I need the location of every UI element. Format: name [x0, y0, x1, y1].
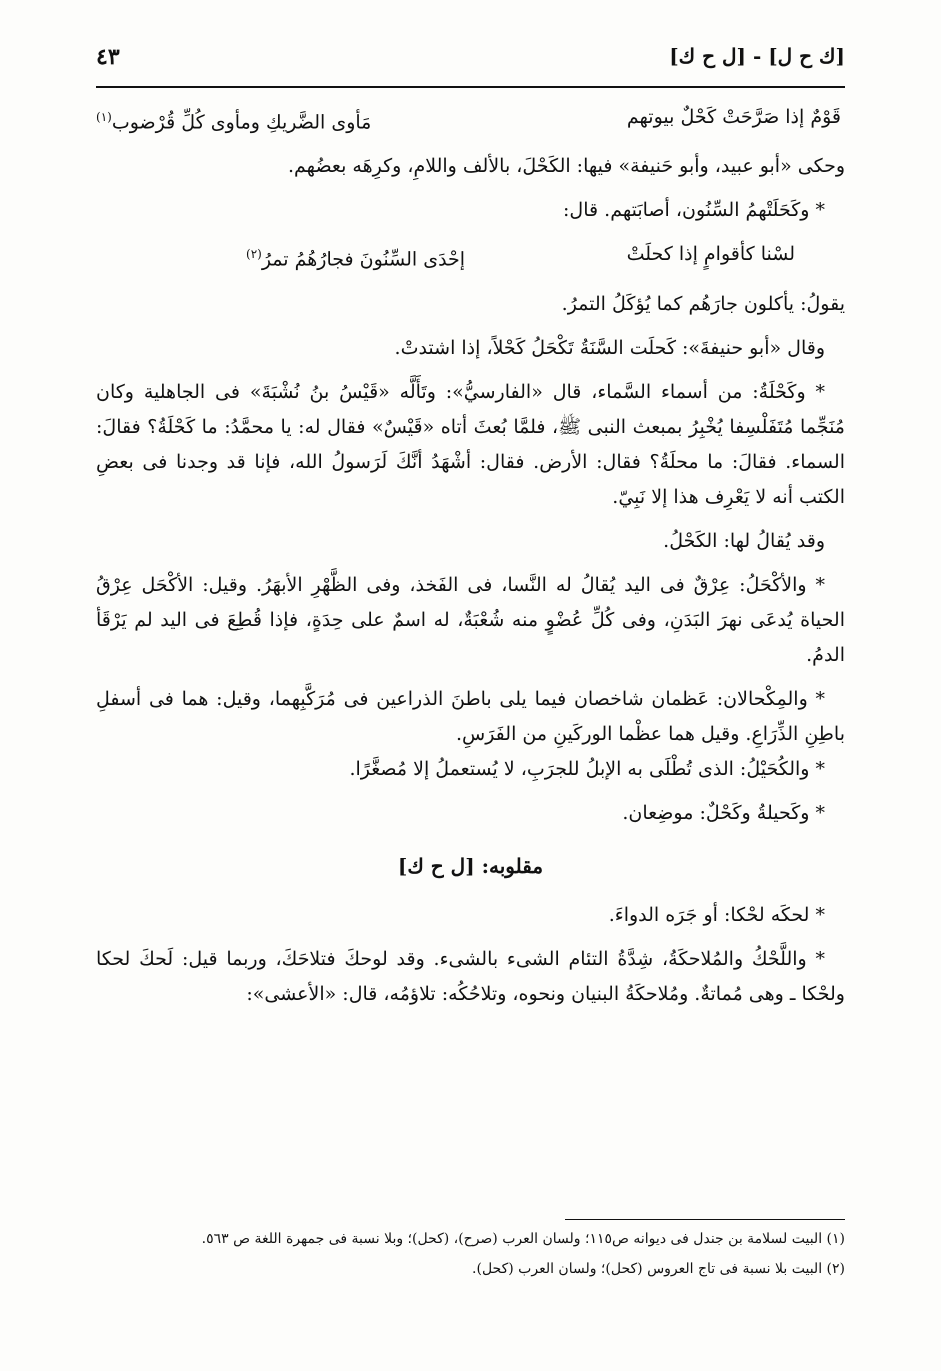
paragraph-3: يقولُ: يأكلون جارَهُم كما يُؤكَلُ التمرُ. [561, 292, 845, 315]
paragraph-5: * وكَحْلَةُ: من أسماء السَّماء، قال «الفارسيُّ»: وتَأَلَّه «قَيْسُ بنُ نُشْبَةَ» فى الجاهلية وكان مُنَجِّما مُتَفَلْسِفا يُخْبِرُ بمبعث النبى ﷺ، فلمَّا بُعثَ أتاه «قَيْسٌ» فقال له: يا محمَّدُ: ما كَحْلَةُ؟ فقالَ: السماء. فقالَ: ما محلَةُ؟ فقال: الأرض. فقال: أشْهَدُ أنَّكَ لَرَسولُ الله، فإنا قد وجدنا فى بعضِ الكتب أنه لا يَعْرِف هذا إلا نَبِيّ. [96, 380, 845, 508]
header-title: [ك ح ل] - [ل ح ك] [669, 44, 845, 68]
page-header [96, 44, 845, 74]
paragraph-1: وحكى «أبو عبيد، وأبو حَنيفة» فيها: الكَحْلَ، بالألف واللامِ، وكرِهَه بعضُهم. [288, 155, 845, 178]
page-number: ٤٣ [96, 44, 120, 70]
footnote-ref-1: (١) [96, 110, 112, 124]
paragraph-7: * والأكْحَلُ: عِرْقٌ فى اليد يُقالُ له النَّسا، فى الفَخذ، وفى الظَّهْرِ الأبهَرُ. وقيل: الأكْحَل عِرْقُ الحياة يُدعَى نهرَ البَدَنِ، وفى كُلِّ عُضْوٍ منه شُعْبَةٌ، له اسمٌ على حِدَةٍ، فإذا قُطِعَ فى اليد لم يَرْقَأ الدمُ. [96, 573, 845, 666]
paragraph-12: * واللَّحْكُ والمُلاحكَةُ، شِدَّةُ التئام الشىء بالشىء. وقد لوحكَ فتلاحَكَ، وربما قيل: لَحكَ لحكا ولحْكا ـ وهى مُماتةٌ. ومُلاحكَةُ البنيان ونحوه، وتلاحُكُه: تلاؤمُه، قال: «الأعشى»: [96, 947, 845, 1005]
paragraph-8: * والمِكْحالان: عَظمان شاخصان فيما يلى باطنَ الذراعين فى مُرَكَّبِهما، وقيل: هما فى أسفلِ باطِنِ الذِّرَاعِ. وقيل هما عظْما الوركَينِ من الفَرَسِ. [96, 687, 845, 745]
verse-1-second-hemistich [96, 100, 371, 140]
footnote-rule [565, 1219, 845, 1220]
section-heading: مقلوبه: [ل ح ك] [397, 853, 544, 878]
header-rule [96, 86, 845, 88]
paragraph-9: * والكُحَيْلُ: الذى تُطْلَى به الإبلُ للجرَبِ، لا يُستعملُ إلا مُصغَّرًا. [349, 757, 825, 780]
main-text [96, 100, 845, 1012]
verse-2-first-hemistich: لسْنا كأقوامٍ إذا كحلَتْ [626, 243, 795, 266]
verse-1 [96, 100, 845, 140]
paragraph-6: وقد يُقالُ لها: الكَحْلُ. [663, 529, 825, 552]
paragraph-2: * وكَحَلَتْهمُ السِّنُون، أصابَتهم. قال: [563, 199, 825, 222]
footnote-1: (١) البيت لسلامة بن جندل فى ديوانه ص١١٥؛ ولسان العرب (صرح)، (كحل)؛ وبلا نسبة فى جمهرة اللغة ص ٥٦٣. [201, 1231, 845, 1247]
verse-1-second-text: مَأوى الضَّريكِ ومأوى كُلِّ قُرْضوب [111, 111, 372, 134]
verse-2-second-text: إحْدَى السِّنُونَ فجارُهُمُ تمرُ [261, 248, 466, 271]
paragraph-11: * لحكَه لحْكا: أو جَرَه الدواءَ. [608, 903, 825, 926]
paragraph-10: * وكَحيلةُ وكَحْلٌ: موضِعان. [622, 801, 825, 824]
footnote-ref-2: (٢) [246, 247, 262, 262]
footnotes [96, 1226, 845, 1286]
verse-2-second-hemistich [246, 237, 465, 277]
verse-2 [96, 237, 845, 277]
verse-1-first-hemistich: قَوْمٌ إذا صَرَّحَتْ كَحْلٌ بيوتهم [626, 106, 841, 128]
paragraph-4: وقال «أبو حنيفةَ»: كَحلَت السَّنَةُ تَكْحَلُ كَحْلاً، إذا اشتدتْ. [394, 336, 825, 359]
footnote-2: (٢) البيت بلا نسبة فى تاج العروس (كحل)؛ ولسان العرب (كحل). [472, 1261, 845, 1277]
